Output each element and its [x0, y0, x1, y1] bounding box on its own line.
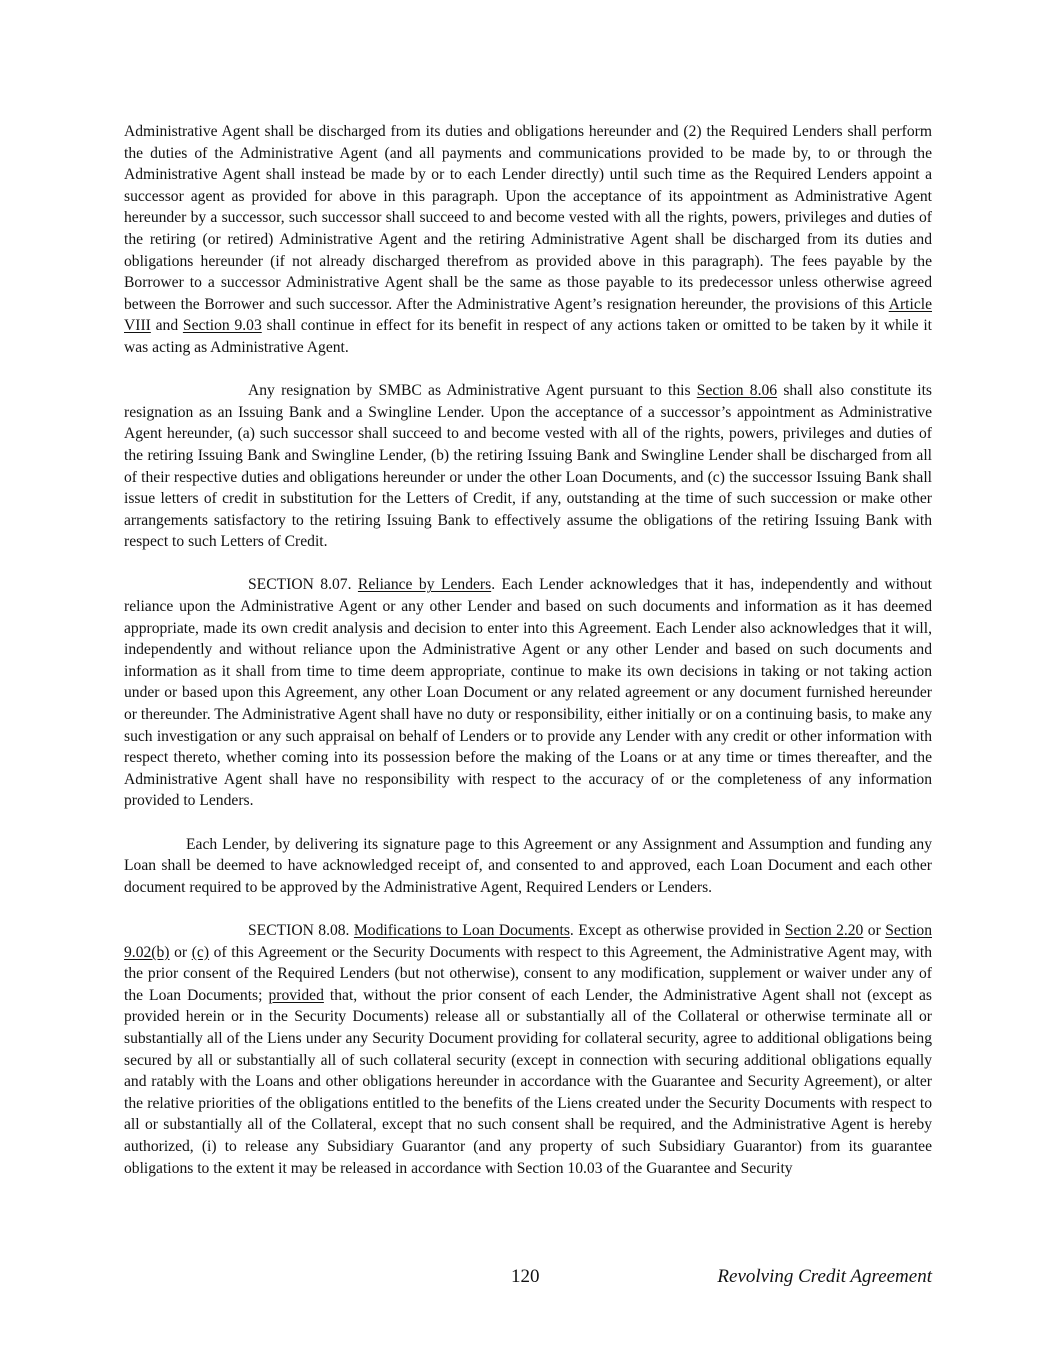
term-provided: provided [268, 986, 324, 1004]
page-number: 120 [511, 1266, 540, 1287]
text: and [150, 317, 183, 335]
section-number: SECTION 8.07. [248, 576, 358, 594]
cross-ref-section-9-02b: Section 9.02(b) [124, 921, 932, 961]
text: Administrative Agent shall be discharged from its duties and obligations hereunder and (2) the Required Lenders shall perform the duties of the Administrative Agent (and all payments and communications provided to be made by, to or through the Administrative Agent shall instead be made by or to each Lender directly) until such time as the Required Lenders appoint a successor agent as provided for above in this paragraph. Upon the acceptance of its appointment as Administrative Agent hereunder by a successor, such successor shall succeed to and become vested with all the rights, powers, privileges and duties of the retiring (or retired) Administrative Agent and the retiring Administrative Agent shall be discharged from its duties and obligations hereunder (if not already discharged therefrom as provided above in this paragraph). The fees payable by the Borrower to a successor Administrative Agent shall be the same as those payable to its predecessor unless otherwise agreed between the Borrower and such successor. After the Administrative Agent’s resignation hereunder, the provisions of this [124, 123, 932, 313]
cross-ref-c: (c) [191, 943, 210, 961]
text: shall also constitute its resignation as an Issuing Bank and a Swingline Lender. Upon the acceptance of a successor’s appointment as Administrative Agent hereunder, (a) such successor shall succeed to and become vested with all of the rights, powers, privileges and duties of the retiring Issuing Bank and Swingline Lender, (b) the retiring Issuing Bank and Swingline Lender shall be discharged from all of their respective duties and obligations hereunder or under the other Loan Documents, and (c) the successor Issuing Bank shall issue letters of credit in substitution for the Letters of Credit, if any, outstanding at the time of such succession or make other arrangements satisfactory to the retiring Issuing Bank to effectively assume the obligations of the retiring Issuing Bank with respect to such Letters of Credit. [124, 382, 932, 551]
section-heading: Modifications to Loan Documents [353, 921, 570, 939]
section-heading: Reliance by Lenders [357, 576, 492, 594]
text: that, without the prior consent of each Lender, the Administrative Agent shall not (except as provided herein or in the Security Documents) release all or substantially all of the Collateral or otherwise terminate all or substantially all of the Liens under any Security Document providing for collateral security, agree to additional obligations being secured by all or substantially all of such collateral security (except in connection with securing additional obligations equally and ratably with the Loans and other obligations hereunder in accordance with the Guarantee and Security Agreement), or alter the relative priorities of the obligations entitled to the benefits of the Liens created under the Security Documents with respect to all or substantially all of the Collateral, except that no such consent shall be required, and the Administrative Agent is hereby authorized, (i) to release any Subsidiary Guarantor (and any property of such Subsidiary Guarantor) from its guarantee obligations to the extent it may be released in accordance with Section 10.03 of the Guarantee and Security [124, 986, 932, 1177]
cross-ref-section-9-03: Section 9.03 [182, 317, 262, 335]
text: . Except as otherwise provided in [569, 921, 785, 939]
text: Any resignation by SMBC as Administrative Agent pursuant to this [248, 382, 697, 400]
page-footer [124, 1262, 932, 1292]
text: or [863, 921, 886, 939]
text: Each Lender, by delivering its signature page to this Agreement or any Assignment and Assumption and funding any Loan shall be deemed to have acknowledged receipt of, and consented to and approved, each Loan Document and each other document required to be approved by the Administrative Agent, Required Lenders or Lenders. [124, 835, 932, 896]
section-8-07 [124, 574, 932, 812]
section-number: SECTION 8.08. [248, 921, 354, 939]
cross-ref-article-viii: Article VIII [124, 295, 932, 335]
text: shall continue in effect for its benefit in respect of any actions taken or omitted to be taken by it while it was acting as Administrative Agent. [124, 317, 932, 356]
section-8-08 [124, 920, 932, 1179]
document-title: Revolving Credit Agreement [717, 1266, 932, 1287]
text: or [169, 943, 192, 961]
paragraph-lender-signature [124, 834, 932, 899]
cross-ref-section-2-20: Section 2.20 [784, 921, 864, 939]
paragraph-successor-agent [124, 121, 932, 359]
document-body [124, 121, 932, 1179]
text: of this Agreement or the Security Documents with respect to this Agreement, the Administrative Agent may, with the prior consent of the Required Lenders (but not otherwise), consent to any modification, supplement or waiver under any of the Loan Documents; [124, 943, 932, 1004]
text: . Each Lender acknowledges that it has, independently and without reliance upon the Administrative Agent or any other Lender and based on such documents and information as it has deemed appropriate, made its own credit analysis and decision to enter into this Agreement. Each Lender also acknowledges that it will, independently and without reliance upon the Administrative Agent or any other Lender and based on such documents and information as it shall from time to time deem appropriate, continue to make its own decisions in taking or not taking action under or based upon this Agreement, any other Loan Document or any related agreement or any document furnished hereunder or thereunder. The Administrative Agent shall have no duty or responsibility, either initially or on a continuing basis, to make any such investigation or any such appraisal on behalf of Lenders or to provide any Lender with any credit or other information with respect thereto, whether coming into its possession before the making of the Loans or at any time or times thereafter, and the Administrative Agent shall have no responsibility with respect to the accuracy of or the completeness of any information provided to Lenders. [124, 576, 932, 810]
cross-ref-section-8-06: Section 8.06 [696, 382, 778, 400]
paragraph-smbc-resignation [124, 380, 932, 553]
